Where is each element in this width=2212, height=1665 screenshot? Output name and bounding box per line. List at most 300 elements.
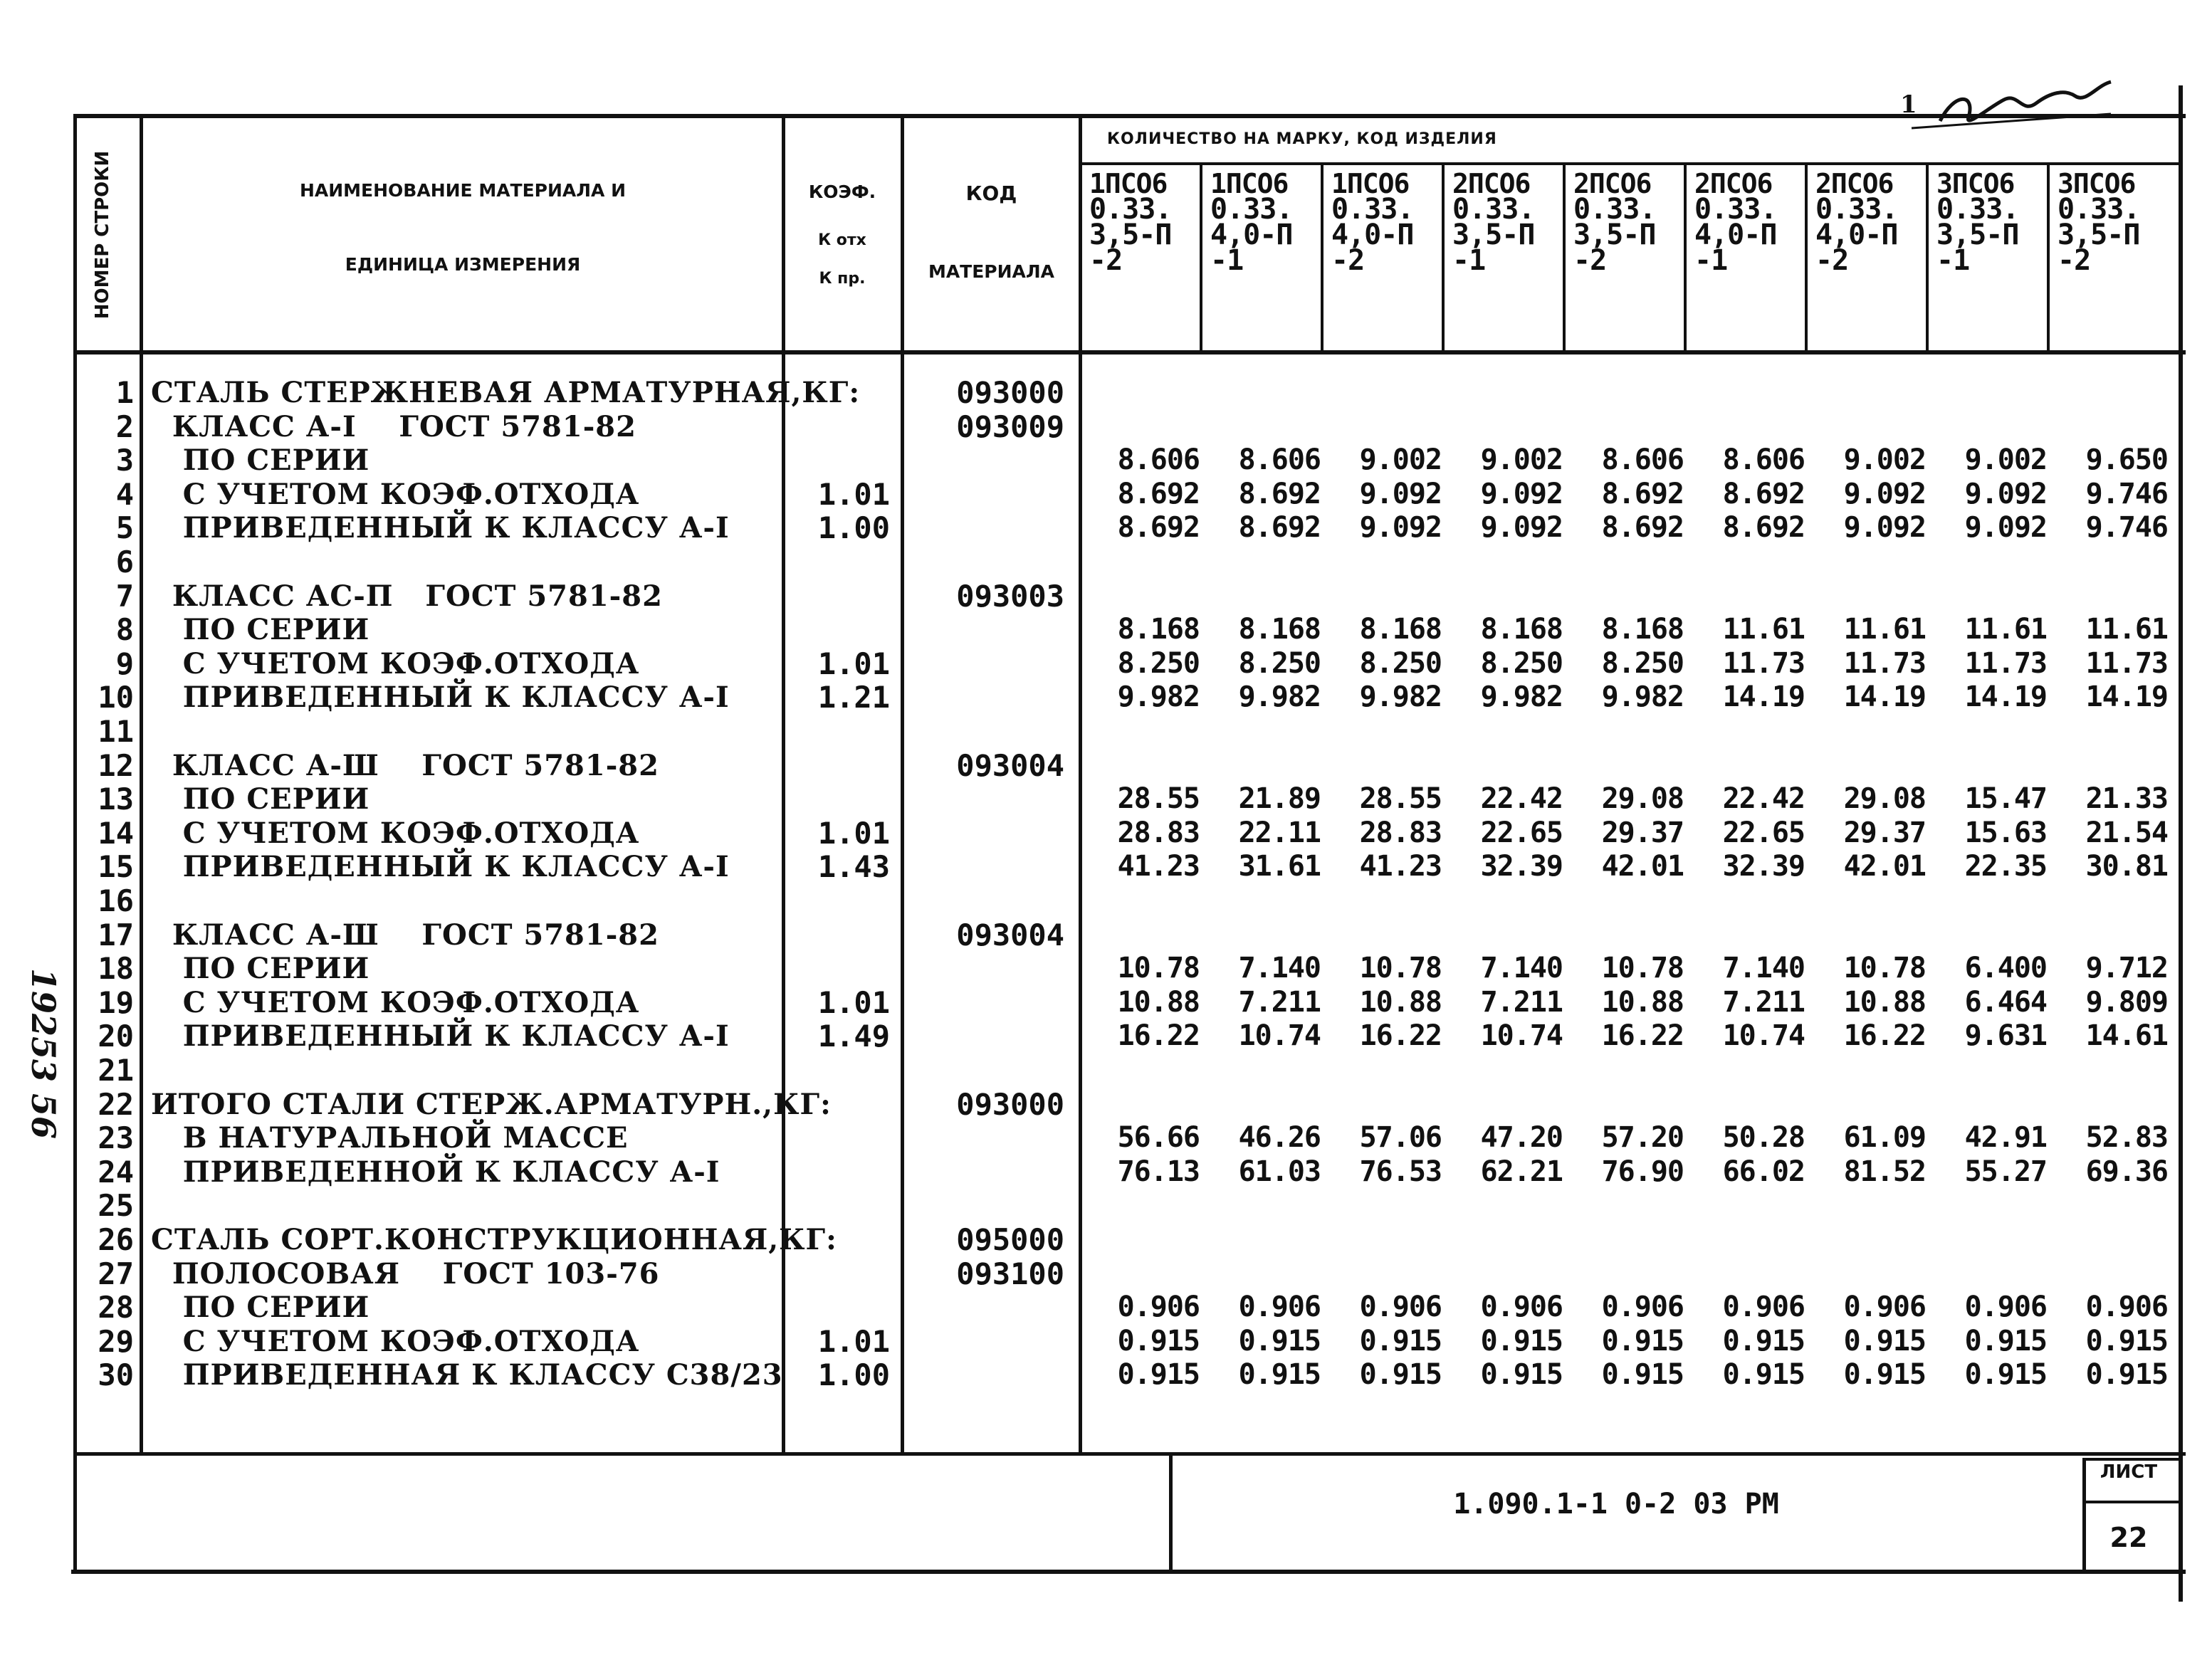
column-header-line: 4,0-П: [1331, 219, 1414, 251]
column-header-line: -2: [1573, 244, 1607, 277]
column-header-line: -1: [1694, 244, 1728, 277]
frame-bottom-line: [71, 1570, 2186, 1574]
coefficient: 1.00: [817, 510, 890, 545]
quantity-value: 0.915: [1843, 1325, 1926, 1357]
quantity-value: 76.13: [1117, 1155, 1200, 1188]
material-name: ПРИВЕДЕННЫЙ К КЛАССУ А-I: [151, 1019, 730, 1053]
quantity-value: 11.73: [1964, 647, 2047, 680]
quantity-value: 8.692: [1238, 511, 1321, 544]
coef-label-line2: К отх: [818, 231, 866, 249]
row-number: 17: [98, 918, 134, 952]
quantity-value: 11.73: [1722, 647, 1805, 680]
material-name: ПО СЕРИИ: [151, 952, 370, 985]
row-number: 29: [98, 1324, 134, 1359]
row-number: 18: [98, 951, 134, 986]
quantity-value: 29.08: [1843, 782, 1926, 815]
quantity-value: 0.915: [1601, 1325, 1684, 1357]
quantity-value: 41.23: [1359, 850, 1442, 883]
material-name: СТАЛЬ СТЕРЖНЕВАЯ АРМАТУРНАЯ,КГ:: [151, 376, 861, 409]
table-row: [0, 1325, 2212, 1358]
quantity-value: 10.74: [1238, 1019, 1321, 1052]
table-row: [0, 1257, 2212, 1291]
column-header-line: -1: [1452, 244, 1486, 277]
quantity-value: 61.03: [1238, 1155, 1321, 1188]
quantity-value: 22.42: [1480, 782, 1563, 815]
quantity-value: 9.982: [1480, 681, 1563, 713]
quantity-value: 42.01: [1601, 850, 1684, 883]
quantity-value: 11.61: [1843, 613, 1926, 646]
quantity-value: 9.982: [1117, 681, 1200, 713]
material-name: ПОЛОСОВАЯ ГОСТ 103-76: [151, 1257, 660, 1291]
quantity-value: 9.982: [1359, 681, 1442, 713]
column-header-line: 2ПСО6: [1573, 168, 1652, 199]
quantity-value: 9.746: [2085, 511, 2168, 544]
quantity-value: 9.002: [1480, 443, 1563, 476]
frame-top-line: [75, 114, 2186, 118]
table-row: [0, 478, 2212, 511]
quantity-value: 9.746: [2085, 478, 2168, 510]
sheet-label: ЛИСТ: [2100, 1461, 2158, 1483]
table-row: [0, 613, 2212, 646]
quantity-value: 8.250: [1480, 647, 1563, 680]
row-number: 3: [115, 443, 134, 478]
row-number: 30: [98, 1357, 134, 1392]
table-row: [0, 918, 2212, 952]
quantity-value: 8.692: [1601, 511, 1684, 544]
frame-table-bottom-line: [75, 1452, 2186, 1456]
row-number: 24: [98, 1155, 134, 1189]
row-number: 27: [98, 1256, 134, 1291]
quantity-value: 9.092: [1843, 511, 1926, 544]
row-number: 26: [98, 1222, 134, 1257]
quantity-value: 28.83: [1359, 816, 1442, 849]
material-name: С УЧЕТОМ КОЭФ.ОТХОДА: [151, 986, 640, 1019]
quantity-value: 57.06: [1359, 1121, 1442, 1154]
quantity-value: 41.23: [1117, 850, 1200, 883]
row-number: 7: [115, 579, 134, 614]
quantity-value: 6.400: [1964, 952, 2047, 984]
quantity-value: 8.692: [1117, 478, 1200, 510]
quantity-value: 76.53: [1359, 1155, 1442, 1188]
row-number: 13: [98, 782, 134, 816]
coefficient: 1.01: [817, 816, 890, 851]
column-header-line: 0.33.: [1452, 193, 1535, 226]
quantity-value: 28.55: [1117, 782, 1200, 815]
quantity-value: 29.08: [1601, 782, 1684, 815]
product-column-header: [2058, 168, 2171, 277]
table-row: [0, 749, 2212, 782]
column-header-line: 0.33.: [2058, 193, 2140, 226]
table-row: [0, 681, 2212, 714]
column-header-line: 0.33.: [1815, 193, 1898, 226]
quantity-value: 9.092: [1964, 511, 2047, 544]
table-row: [0, 884, 2212, 918]
row-number: 28: [98, 1290, 134, 1325]
quantity-value: 10.88: [1601, 986, 1684, 1019]
quantity-label: КОЛИЧЕСТВО НА МАРКУ, КОД ИЗДЕЛИЯ: [1107, 130, 1497, 148]
quantity-value: 61.09: [1843, 1121, 1926, 1154]
material-code: 093009: [956, 409, 1064, 444]
table-row: [0, 410, 2212, 443]
quantity-value: 9.982: [1601, 681, 1684, 713]
quantity-value: 7.140: [1480, 952, 1563, 984]
column-header-line: 4,0-П: [1694, 219, 1777, 251]
quantity-value: 16.22: [1843, 1019, 1926, 1052]
quantity-value: 22.65: [1722, 816, 1805, 849]
quantity-value: 9.092: [1359, 511, 1442, 544]
row-number: 9: [115, 646, 134, 681]
product-column-header: [1694, 168, 1808, 277]
row-number: 4: [115, 477, 134, 512]
quantity-value: 7.211: [1238, 986, 1321, 1019]
quantity-value: 62.21: [1480, 1155, 1563, 1188]
column-header-line: 0.33.: [1694, 193, 1777, 226]
material-name: С УЧЕТОМ КОЭФ.ОТХОДА: [151, 816, 640, 850]
quantity-value: 11.73: [1843, 647, 1926, 680]
row-number: 1: [115, 375, 134, 410]
quantity-value: 22.65: [1480, 816, 1563, 849]
table-row: [0, 1019, 2212, 1053]
quantity-value: 14.19: [1843, 681, 1926, 713]
quantity-value: 7.211: [1722, 986, 1805, 1019]
table-row: [0, 1155, 2212, 1189]
column-header-line: 4,0-П: [1210, 219, 1293, 251]
material-name: КЛАСС А-I ГОСТ 5781-82: [151, 410, 636, 443]
row-number: 6: [115, 545, 134, 579]
table-row: [0, 1189, 2212, 1222]
quantity-value: 8.606: [1722, 443, 1805, 476]
column-header-line: 0.33.: [1331, 193, 1414, 226]
material-name: КЛАСС АС-П ГОСТ 5781-82: [151, 579, 663, 613]
product-column-header: [1089, 168, 1203, 277]
row-number: 16: [98, 883, 134, 918]
table-row: [0, 1121, 2212, 1155]
table-row: [0, 952, 2212, 985]
quantity-value: 56.66: [1117, 1121, 1200, 1154]
column-header-line: 2ПСО6: [1815, 168, 1894, 199]
quantity-value: 0.915: [1722, 1358, 1805, 1391]
row-number: 12: [98, 748, 134, 783]
material-code: 093004: [956, 918, 1064, 952]
quantity-value: 47.20: [1480, 1121, 1563, 1154]
quantity-value: 0.915: [1117, 1358, 1200, 1391]
coefficient: 1.00: [817, 1357, 890, 1392]
quantity-value: 0.915: [1480, 1358, 1563, 1391]
quantity-value: 10.78: [1601, 952, 1684, 984]
quantity-value: 14.61: [2085, 1019, 2168, 1052]
sheet-number: 22: [2109, 1522, 2148, 1553]
quantity-value: 9.650: [2085, 443, 2168, 476]
quantity-value: 10.74: [1722, 1019, 1805, 1052]
material-code: 093000: [956, 1087, 1064, 1122]
material-name: ПРИВЕДЕННАЯ К КЛАССУ С38/23: [151, 1358, 783, 1392]
quantity-value: 9.002: [1964, 443, 2047, 476]
row-number: 10: [98, 680, 134, 715]
quantity-value: 0.915: [1843, 1358, 1926, 1391]
table-row: [0, 1054, 2212, 1087]
quantity-value: 6.464: [1964, 986, 2047, 1019]
column-header-line: 2ПСО6: [1452, 168, 1531, 199]
column-header-line: 0.33.: [1089, 193, 1172, 226]
coefficient: 1.01: [817, 1324, 890, 1359]
side-inventory-number: 19253 56: [24, 968, 63, 1140]
quantity-value: 81.52: [1843, 1155, 1926, 1188]
column-header-line: 3,5-П: [1573, 219, 1656, 251]
table-row: [0, 715, 2212, 748]
quantity-value: 42.01: [1843, 850, 1926, 883]
material-name: СТАЛЬ СОРТ.КОНСТРУКЦИОННАЯ,КГ:: [151, 1223, 837, 1256]
code-label-line1: КОД: [965, 182, 1017, 205]
row-number: 25: [98, 1188, 134, 1223]
column-header-line: -1: [1936, 244, 1970, 277]
quantity-value: 10.88: [1117, 986, 1200, 1019]
table-row: [0, 986, 2212, 1019]
quantity-value: 0.906: [1238, 1291, 1321, 1323]
table-row: [0, 1358, 2212, 1392]
material-name: КЛАСС А-Ш ГОСТ 5781-82: [151, 749, 659, 782]
column-header-line: 3,5-П: [1936, 219, 2019, 251]
column-header-line: 3,5-П: [1089, 219, 1172, 251]
product-column-header: [1815, 168, 1929, 277]
column-header-line: -2: [2058, 244, 2091, 277]
quantity-value: 0.915: [1722, 1325, 1805, 1357]
material-name: ПРИВЕДЕННЫЙ К КЛАССУ А-I: [151, 681, 730, 714]
quantity-value: 76.90: [1601, 1155, 1684, 1188]
quantity-header-line: [1079, 162, 2182, 165]
quantity-value: 15.63: [1964, 816, 2047, 849]
quantity-value: 14.19: [1722, 681, 1805, 713]
table-row: [0, 1223, 2212, 1256]
column-header-line: 3ПСО6: [2058, 168, 2136, 199]
column-header-line: -2: [1331, 244, 1365, 277]
quantity-value: 0.915: [1238, 1325, 1321, 1357]
quantity-value: 8.692: [1722, 478, 1805, 510]
table-row: [0, 376, 2212, 409]
quantity-value: 0.906: [1601, 1291, 1684, 1323]
quantity-value: 32.39: [1722, 850, 1805, 883]
quantity-value: 0.915: [2085, 1325, 2168, 1357]
material-name: КЛАСС А-Ш ГОСТ 5781-82: [151, 918, 659, 952]
quantity-value: 69.36: [2085, 1155, 2168, 1188]
table-row: [0, 782, 2212, 816]
quantity-value: 9.002: [1359, 443, 1442, 476]
material-name: ПО СЕРИИ: [151, 443, 370, 477]
coefficient: 1.01: [817, 985, 890, 1020]
quantity-value: 9.092: [1843, 478, 1926, 510]
quantity-value: 0.906: [1480, 1291, 1563, 1323]
quantity-value: 10.78: [1359, 952, 1442, 984]
quantity-value: 29.37: [1843, 816, 1926, 849]
quantity-value: 8.250: [1601, 647, 1684, 680]
column-header-line: 2ПСО6: [1694, 168, 1773, 199]
row-number: 11: [98, 714, 134, 749]
quantity-value: 0.906: [1964, 1291, 2047, 1323]
product-column-header: [1331, 168, 1445, 277]
material-name: ПРИВЕДЕННЫЙ К КЛАССУ А-I: [151, 850, 730, 883]
quantity-value: 42.91: [1964, 1121, 2047, 1154]
row-number: 14: [98, 816, 134, 851]
quantity-value: 10.78: [1117, 952, 1200, 984]
column-header-line: 1ПСО6: [1089, 168, 1168, 199]
quantity-value: 8.250: [1117, 647, 1200, 680]
product-column-header: [1210, 168, 1324, 277]
quantity-value: 10.88: [1843, 986, 1926, 1019]
quantity-value: 0.906: [1359, 1291, 1442, 1323]
quantity-value: 9.092: [1359, 478, 1442, 510]
sheet-box-top: [2082, 1458, 2182, 1461]
quantity-value: 0.915: [1480, 1325, 1563, 1357]
row-number: 8: [115, 612, 134, 647]
material-code: 093004: [956, 748, 1064, 783]
quantity-value: 9.982: [1238, 681, 1321, 713]
table-row: [0, 579, 2212, 613]
quantity-value: 0.915: [1359, 1325, 1442, 1357]
quantity-value: 8.692: [1722, 511, 1805, 544]
product-column-header: [1936, 168, 2050, 277]
quantity-value: 14.19: [2085, 681, 2168, 713]
svg-text:1: 1: [1900, 90, 1917, 119]
material-code: 093000: [956, 375, 1064, 410]
material-name: ПО СЕРИИ: [151, 613, 370, 646]
coefficient: 1.01: [817, 646, 890, 681]
quantity-value: 32.39: [1480, 850, 1563, 883]
quantity-value: 8.168: [1117, 613, 1200, 646]
quantity-value: 0.906: [1843, 1291, 1926, 1323]
quantity-value: 15.47: [1964, 782, 2047, 815]
material-name: ИТОГО СТАЛИ СТЕРЖ.АРМАТУРН.,КГ:: [151, 1088, 832, 1121]
quantity-value: 8.250: [1238, 647, 1321, 680]
row-number: 15: [98, 849, 134, 884]
row-number: 19: [98, 985, 134, 1020]
signature-mark: [1897, 71, 2125, 135]
column-header-line: 3ПСО6: [1936, 168, 2015, 199]
name-label-line1: НАИМЕНОВАНИЕ МАТЕРИАЛА И: [299, 180, 627, 201]
quantity-value: 46.26: [1238, 1121, 1321, 1154]
material-name: ПО СЕРИИ: [151, 782, 370, 816]
quantity-value: 0.915: [1601, 1358, 1684, 1391]
quantity-value: 7.140: [1238, 952, 1321, 984]
stamp-divider: [1169, 1452, 1173, 1573]
quantity-value: 16.22: [1601, 1019, 1684, 1052]
row-number: 23: [98, 1120, 134, 1155]
table-row: [0, 850, 2212, 883]
frame-header-bottom-line: [75, 350, 2186, 354]
table-row: [0, 511, 2212, 545]
column-header-line: 3,5-П: [2058, 219, 2140, 251]
quantity-value: 8.692: [1238, 478, 1321, 510]
quantity-value: 7.211: [1480, 986, 1563, 1019]
quantity-value: 50.28: [1722, 1121, 1805, 1154]
row-number: 22: [98, 1087, 134, 1122]
table-row: [0, 1291, 2212, 1324]
material-name: С УЧЕТОМ КОЭФ.ОТХОДА: [151, 647, 640, 681]
material-name: С УЧЕТОМ КОЭФ.ОТХОДА: [151, 478, 640, 511]
quantity-value: 0.915: [2085, 1358, 2168, 1391]
document-code: 1.090.1-1 0-2 03 РМ: [1453, 1488, 1779, 1520]
coefficient: 1.21: [817, 680, 890, 715]
table-row: [0, 647, 2212, 681]
quantity-value: 57.20: [1601, 1121, 1684, 1154]
column-header-line: -2: [1089, 244, 1123, 277]
quantity-value: 0.915: [1238, 1358, 1321, 1391]
quantity-value: 9.809: [2085, 986, 2168, 1019]
quantity-value: 0.906: [1722, 1291, 1805, 1323]
quantity-value: 0.915: [1359, 1358, 1442, 1391]
quantity-value: 22.11: [1238, 816, 1321, 849]
quantity-value: 16.22: [1359, 1019, 1442, 1052]
quantity-value: 11.61: [2085, 613, 2168, 646]
table-row: [0, 545, 2212, 579]
material-name: С УЧЕТОМ КОЭФ.ОТХОДА: [151, 1325, 640, 1358]
quantity-value: 28.55: [1359, 782, 1442, 815]
material-name: В НАТУРАЛЬНОЙ МАССЕ: [151, 1121, 629, 1155]
quantity-value: 14.19: [1964, 681, 2047, 713]
column-header-line: -2: [1815, 244, 1849, 277]
quantity-value: 29.37: [1601, 816, 1684, 849]
quantity-value: 66.02: [1722, 1155, 1805, 1188]
quantity-value: 9.631: [1964, 1019, 2047, 1052]
quantity-value: 9.092: [1480, 478, 1563, 510]
sheet-box-left: [2082, 1458, 2086, 1572]
quantity-value: 10.78: [1843, 952, 1926, 984]
coefficient: 1.01: [817, 477, 890, 512]
quantity-value: 10.74: [1480, 1019, 1563, 1052]
quantity-value: 8.606: [1601, 443, 1684, 476]
quantity-value: 22.35: [1964, 850, 2047, 883]
column-header-line: 4,0-П: [1815, 219, 1898, 251]
quantity-value: 0.906: [1117, 1291, 1200, 1323]
quantity-value: 10.88: [1359, 986, 1442, 1019]
row-number: 5: [115, 510, 134, 545]
coefficient: 1.49: [817, 1019, 890, 1054]
table-row: [0, 1088, 2212, 1121]
column-header-line: -1: [1210, 244, 1244, 277]
material-name: ПРИВЕДЕННОЙ К КЛАССУ А-I: [151, 1155, 720, 1189]
code-label-line2: МАТЕРИАЛА: [928, 261, 1055, 282]
quantity-value: 22.42: [1722, 782, 1805, 815]
quantity-value: 8.692: [1117, 511, 1200, 544]
quantity-value: 8.606: [1238, 443, 1321, 476]
column-header-line: 0.33.: [1210, 193, 1293, 226]
row-number: 20: [98, 1019, 134, 1054]
quantity-value: 28.83: [1117, 816, 1200, 849]
quantity-value: 8.168: [1601, 613, 1684, 646]
quantity-value: 9.092: [1964, 478, 2047, 510]
quantity-value: 8.250: [1359, 647, 1442, 680]
quantity-value: 8.168: [1359, 613, 1442, 646]
column-header-line: 0.33.: [1936, 193, 2019, 226]
material-name: ПО СЕРИИ: [151, 1291, 370, 1324]
row-number: 21: [98, 1053, 134, 1088]
quantity-value: 31.61: [1238, 850, 1321, 883]
quantity-value: 8.606: [1117, 443, 1200, 476]
row-number-label: НОМЕР СТРОКИ: [92, 150, 113, 320]
quantity-value: 11.73: [2085, 647, 2168, 680]
quantity-value: 21.54: [2085, 816, 2168, 849]
material-code: 093003: [956, 579, 1064, 614]
material-name: ПРИВЕДЕННЫЙ К КЛАССУ А-I: [151, 511, 730, 545]
product-column-header: [1573, 168, 1687, 277]
quantity-value: 11.61: [1964, 613, 2047, 646]
quantity-value: 11.61: [1722, 613, 1805, 646]
quantity-value: 0.906: [2085, 1291, 2168, 1323]
name-label-line2: ЕДИНИЦА ИЗМЕРЕНИЯ: [345, 254, 581, 275]
quantity-value: 8.168: [1480, 613, 1563, 646]
quantity-value: 0.915: [1964, 1358, 2047, 1391]
quantity-value: 21.33: [2085, 782, 2168, 815]
quantity-value: 9.002: [1843, 443, 1926, 476]
quantity-value: 30.81: [2085, 850, 2168, 883]
